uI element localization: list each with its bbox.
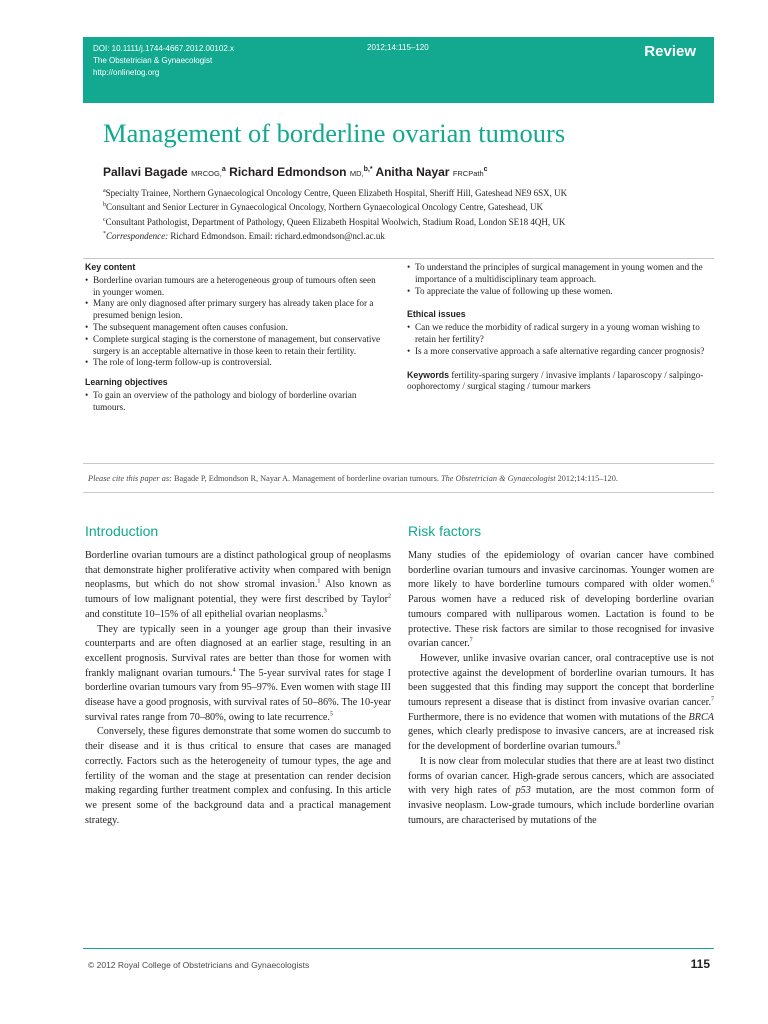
reference-marker[interactable]: 6 [711, 579, 714, 586]
author-qualifications: MRCOG, [191, 169, 222, 178]
citation-journal: The Obstetrician & Gynaecologist [441, 474, 556, 483]
author-name: Richard Edmondson [229, 165, 347, 179]
author-list [103, 165, 488, 179]
page-number: 115 [690, 957, 710, 971]
correspondence-text: Richard Edmondson. Email: richard.edmondson@ncl.ac.uk [168, 230, 385, 241]
doi-text: DOI: 10.1111/j.1744-4667.2012.00102.x [93, 44, 234, 53]
risk-factors-column [408, 549, 714, 828]
text-run: Also known as tumours of low malignant potential, they were first described by Taylor [85, 579, 392, 606]
text-run: Parous women have a reduced risk of developing borderline ovarian tumours compared with nulliparous women. Lactation is found to be protective. These risk factors are similar to those recognised for invasive ovarian cancer. [408, 594, 714, 650]
author-name: Pallavi Bagade [103, 165, 188, 179]
text-run: and constitute 10–15% of all epithelial ovarian neoplasms. [85, 608, 324, 620]
paragraph: Conversely, these figures demonstrate that some women do succumb to their disease and it is thus critical to ensure that cases are managed correctly. Factors such as the heterogeneity of tumour types, the age and fertility of the woman and the stage at presentation can render decision making regarding further treatment complex and confusing. In this article we present some of the background data and a practical management strategy. [85, 726, 391, 826]
ethical-issues-heading: Ethical issues [407, 309, 466, 320]
keywords-text: fertility-sparing surgery / invasive implants / laparoscopy / salpingo-oophorectomy / surgical staging / tumour markers [407, 369, 704, 392]
gene-name: BRCA [688, 711, 714, 723]
list-item: • Can we reduce the morbidity of radical surgery in a young woman wishing to retain her fertility? [407, 322, 713, 346]
key-content-list [85, 275, 381, 369]
citation-text: Bagade P, Edmondson R, Nayar A. Management of borderline ovarian tumours. [171, 474, 442, 483]
list-item: • Many are only diagnosed after primary surgery has already taken place for a presumed benign lesion. [85, 298, 381, 322]
affiliation-b [103, 199, 567, 213]
copyright-notice: © 2012 Royal College of Obstetricians and Gynaecologists [88, 960, 310, 970]
introduction-heading: Introduction [85, 523, 159, 539]
affiliation-mark: a [103, 188, 106, 194]
affiliation-marker: c [483, 166, 488, 173]
key-content-heading: Key content [85, 262, 136, 272]
list-item: • Complete surgical staging is the cornerstone of management, but conservative surgery is an acceptable alternative in those keen to retain their fertility. [85, 334, 381, 358]
learning-objectives-list-cont [407, 262, 713, 297]
reference-marker[interactable]: 1 [317, 579, 321, 586]
affiliation-marker: a [221, 166, 226, 173]
text-run: They are typically seen in a younger age group than their invasive counterparts and are often diagnosed at an earlier stage, resulting in an excellent prognosis. Survival rates are better than those for women with frankly malignant ovarian tumours. [85, 623, 391, 679]
affiliation-text: Specialty Trainee, Northern Gynaecological Oncology Centre, Queen Elizabeth Hospital, Sheriff Hill, Gateshead NE9 6SX, UK [105, 188, 568, 198]
affiliation-text: Consultant Pathologist, Department of Pathology, Queen Elizabeth Hospital Woolwich, Stadium Road, London SE18 4QH, UK [105, 216, 566, 227]
citation-prefix: Please cite this paper as: [88, 474, 172, 483]
journal-name: The Obstetrician & Gynaecologist [93, 56, 213, 65]
citation-suffix: 2012;14:115–120. [555, 474, 618, 483]
key-content-bottom-rule [83, 463, 714, 464]
text-run: The 5-year survival rates for stage I borderline ovarian tumours vary from 95–97%. Even women with stage III disease have a good prognosis, with survival rates of 50–86%. The 10-year survival rates range from 70–80%, owing to late recurrence. [85, 667, 391, 723]
ethical-issues-list [407, 322, 713, 357]
affiliation-mark: * [103, 230, 106, 237]
reference-marker[interactable]: 2 [388, 593, 391, 600]
list-item: • To gain an overview of the pathology and biology of borderline ovarian tumours. [85, 390, 381, 414]
key-content-right-column [407, 262, 713, 393]
author-name: Anitha Nayar [375, 165, 450, 179]
text-run: However, unlike invasive ovarian cancer, oral contraceptive use is not protective against the development of borderline ovarian tumours. It has been suggested that this finding may support the concept that borderline tumours represent a disease that is distinct from invasive ovarian cancer. [408, 652, 714, 709]
journal-meta [93, 43, 234, 79]
footer-rule [83, 948, 714, 949]
list-item: • The role of long-term follow-up is controversial. [85, 357, 381, 369]
introduction-column [85, 549, 391, 828]
section-label: Review [644, 43, 696, 60]
reference-marker[interactable]: 5 [329, 711, 333, 718]
paragraph [408, 755, 714, 829]
learning-objectives-list [85, 390, 381, 414]
affiliation-mark: c [103, 216, 106, 223]
text-run: mutation, are the most common form of invasive neoplasm. Low-grade tumours, which include borderline ovarian tumours, are characterised by mutations of the [408, 785, 714, 826]
paragraph [408, 652, 714, 755]
reference-marker[interactable]: 8 [617, 740, 621, 747]
keywords [407, 370, 713, 394]
affiliation-mark: b [103, 202, 106, 209]
text-run: Borderline ovarian tumours are a distinct pathological group of neoplasms that demonstrate higher proliferative activity when compared with benign neoplasms, but which do not show stromal invasion. [85, 550, 391, 591]
text-run: Many studies of the epidemiology of ovarian cancer have combined borderline ovarian tumours and invasive carcinomas. Younger women are more likely to have borderline tumours compared with older women. [408, 550, 714, 591]
key-content-top-rule [83, 258, 714, 259]
list-item: • To appreciate the value of following up these women. [407, 286, 713, 298]
author-qualifications: FRCPath [452, 169, 484, 178]
gene-name: p53 [515, 785, 531, 797]
paragraph [85, 623, 391, 726]
citation-rule [83, 492, 714, 493]
reference-marker[interactable]: 7 [711, 696, 714, 703]
article-title: Management of borderline ovarian tumours [103, 118, 566, 148]
keywords-label: Keywords [407, 369, 450, 380]
paragraph [408, 549, 714, 652]
affiliations [103, 185, 567, 242]
reference-marker[interactable]: 4 [232, 667, 236, 674]
volume-pages: 2012;14:115–120 [367, 43, 429, 52]
list-item: • To understand the principles of surgical management in young women and the importance of a multidisciplinary team approach. [407, 262, 713, 286]
paragraph [85, 549, 391, 623]
author-qualifications: MD, [349, 169, 364, 178]
affiliation-c [103, 214, 567, 228]
citation-line [88, 474, 618, 483]
affiliation-a [103, 185, 567, 199]
reference-marker[interactable]: 7 [469, 637, 473, 644]
risk-factors-heading: Risk factors [408, 523, 482, 539]
key-content-left-column [85, 262, 381, 414]
text-run: Furthermore, there is no evidence that women with mutations of the [408, 711, 689, 723]
affiliation-marker: b,* [363, 166, 373, 173]
list-item: • The subsequent management often causes confusion. [85, 322, 381, 334]
list-item: • Borderline ovarian tumours are a heterogeneous group of tumours often seen in younger women. [85, 275, 381, 299]
text-run: genes, which clearly predispose to invasive cancers, are at increased risk for the development of borderline ovarian tumours. [408, 726, 714, 753]
correspondence-label: Correspondence: [106, 230, 169, 241]
journal-url[interactable]: http://onlinetog.org [93, 68, 160, 77]
reference-marker[interactable]: 3 [323, 608, 327, 615]
correspondence [103, 228, 567, 242]
list-item: • Is a more conservative approach a safe alternative regarding cancer prognosis? [407, 346, 713, 358]
affiliation-text: Consultant and Senior Lecturer in Gynaecological Oncology, Northern Gynaecological Oncology Centre, Gateshead, UK [106, 202, 544, 213]
text-run: It is now clear from molecular studies that there are at least two distinct forms of ovarian cancer. High-grade serous cancers, which are associated with very high rates of [408, 755, 714, 797]
learning-objectives-heading: Learning objectives [85, 377, 168, 388]
